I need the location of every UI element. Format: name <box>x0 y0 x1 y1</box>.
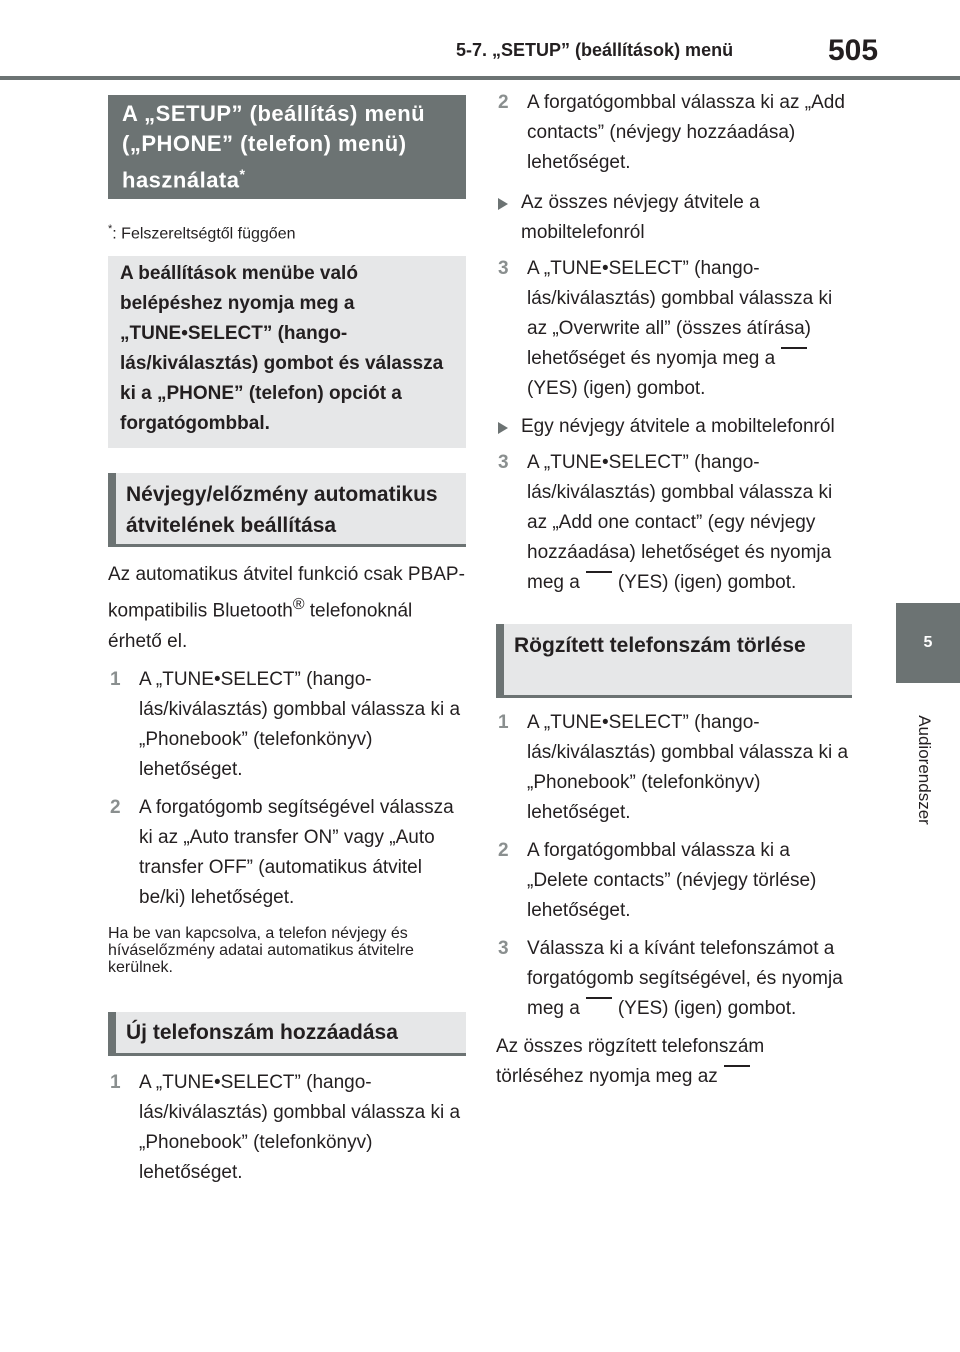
step-number: 3 <box>498 452 509 473</box>
step-number: 1 <box>110 668 121 690</box>
step-number: 1 <box>498 712 509 733</box>
auto-transfer-text-end: telefonoknál érhető el. <box>108 600 413 652</box>
chapter-tab <box>892 690 956 850</box>
step-item <box>496 254 852 404</box>
step-item <box>108 1068 466 1188</box>
header-rule <box>0 76 960 80</box>
step-number: 3 <box>498 258 509 279</box>
step-number: 2 <box>110 796 121 818</box>
chapter-tab-number: 5 <box>896 603 960 683</box>
main-title: A „SETUP” (beállítás) menü („PHONE” (telefon) menü) használata <box>122 101 426 193</box>
main-title-box <box>108 95 466 199</box>
auto-transfer-note: Ha be van kapcsolva, a telefon névjegy és híváselőzmény adatai automatikus átvitelre kerülnek. <box>108 924 414 976</box>
section-heading-auto-transfer: Névjegy/előzmény automatikus átvitelének beállítása <box>108 473 466 547</box>
auto-transfer-text: Az automatikus átvitel funkció csak PBAP-kompatibilis Bluetooth <box>108 564 465 622</box>
bullet-text: Az összes névjegy átvitele a mobiltelefonról <box>521 192 760 243</box>
step-number: 2 <box>498 840 509 861</box>
bullet-text: Egy névjegy átvitele a mobiltelefonról <box>521 416 835 437</box>
step-number: 2 <box>498 92 509 113</box>
step-text-end: (YES) (igen) gombot. <box>617 572 797 593</box>
step-text: Válassza ki a kívánt telefonszámot a forgatógomb segítségével, és nyomja meg a <box>527 938 843 1019</box>
footnote-mark: * <box>108 223 113 235</box>
delete-all-text: Az összes rögzített telefonszám törléséhez nyomja meg az <box>496 1036 765 1087</box>
step-text: A forgatógombbal válassza ki a „Delete contacts” (névjegy törlése) lehetőséget. <box>527 840 817 921</box>
button-blank-icon <box>724 1065 750 1077</box>
step-number: 3 <box>498 938 509 959</box>
running-header-section: 5-7. „SETUP” (beállítások) menü <box>456 40 734 60</box>
button-blank-icon <box>586 571 612 583</box>
footnote <box>108 219 466 244</box>
intro-box: A beállítások menübe való belépéshez nyomja meg a „TUNE•SELECT” (hangolás/kiválasztás) gombot és válassza ki a „PHONE” (telefon) opciót a forgatógombbal. <box>108 256 466 448</box>
button-blank-icon <box>781 347 807 359</box>
registered-mark: ® <box>292 596 305 614</box>
step-text: A „TUNE•SELECT” (hangolás/kiválasztás) gombbal válassza ki a „Phonebook” (telefonkönyv) lehetőséget. <box>139 1071 461 1183</box>
button-blank-icon <box>586 997 612 1009</box>
auto-transfer-paragraph <box>108 560 466 656</box>
step-number: 1 <box>110 1071 121 1093</box>
step-text: A „TUNE•SELECT” (hangolás/kiválasztás) gombbal válassza ki az „Overwrite all” (összes átírása) lehetőséget és nyomja meg a <box>527 258 833 369</box>
delete-all-paragraph <box>496 1032 852 1092</box>
step-text: A forgatógomb segítségével válassza ki az „Auto transfer ON” vagy „Auto transfer OFF” (automatikus átvitel be/ki) lehetőséget. <box>139 796 454 908</box>
step-item <box>496 836 852 926</box>
bullet-triangle-icon <box>498 422 508 434</box>
step-item <box>108 665 466 785</box>
step-text-end: (YES) (igen) gombot. <box>527 378 706 399</box>
left-column <box>108 95 466 1188</box>
page-number: 505 <box>828 34 879 67</box>
bullet-triangle-icon <box>498 198 508 210</box>
step-item <box>496 934 852 1024</box>
section-heading-delete-number: Rögzített telefonszám törlése <box>496 624 852 698</box>
section-heading-add-number: Új telefonszám hozzáadása <box>108 1012 466 1056</box>
step-text: A „TUNE•SELECT” (hangolás/kiválasztás) gombbal válassza ki az „Add one contact” (egy névjegy hozzáadása) lehetőséget és nyomja meg a <box>527 452 833 593</box>
right-column <box>496 88 852 1092</box>
main-title-mark: * <box>239 166 246 182</box>
step-item <box>496 448 852 598</box>
step-text: A „TUNE•SELECT” (hangolás/kiválasztás) gombbal válassza ki a „Phonebook” (telefonkönyv) lehetőséget. <box>139 668 461 780</box>
bullet-item <box>496 412 852 442</box>
step-text-end: (YES) (igen) gombot. <box>617 998 797 1019</box>
footnote-text: : Felszereltségtől függően <box>112 225 296 243</box>
step-item <box>496 708 852 828</box>
bullet-item <box>496 188 852 248</box>
step-item <box>108 793 466 913</box>
step-text: A „TUNE•SELECT” (hangolás/kiválasztás) gombbal válassza ki a „Phonebook” (telefonkönyv) lehetőséget. <box>527 712 849 823</box>
step-item <box>496 88 852 178</box>
step-text: A forgatógombbal válassza ki az „Add contacts” (névjegy hozzáadása) lehetőséget. <box>527 92 845 173</box>
chapter-tab-label: Audiorendszer <box>915 715 934 825</box>
